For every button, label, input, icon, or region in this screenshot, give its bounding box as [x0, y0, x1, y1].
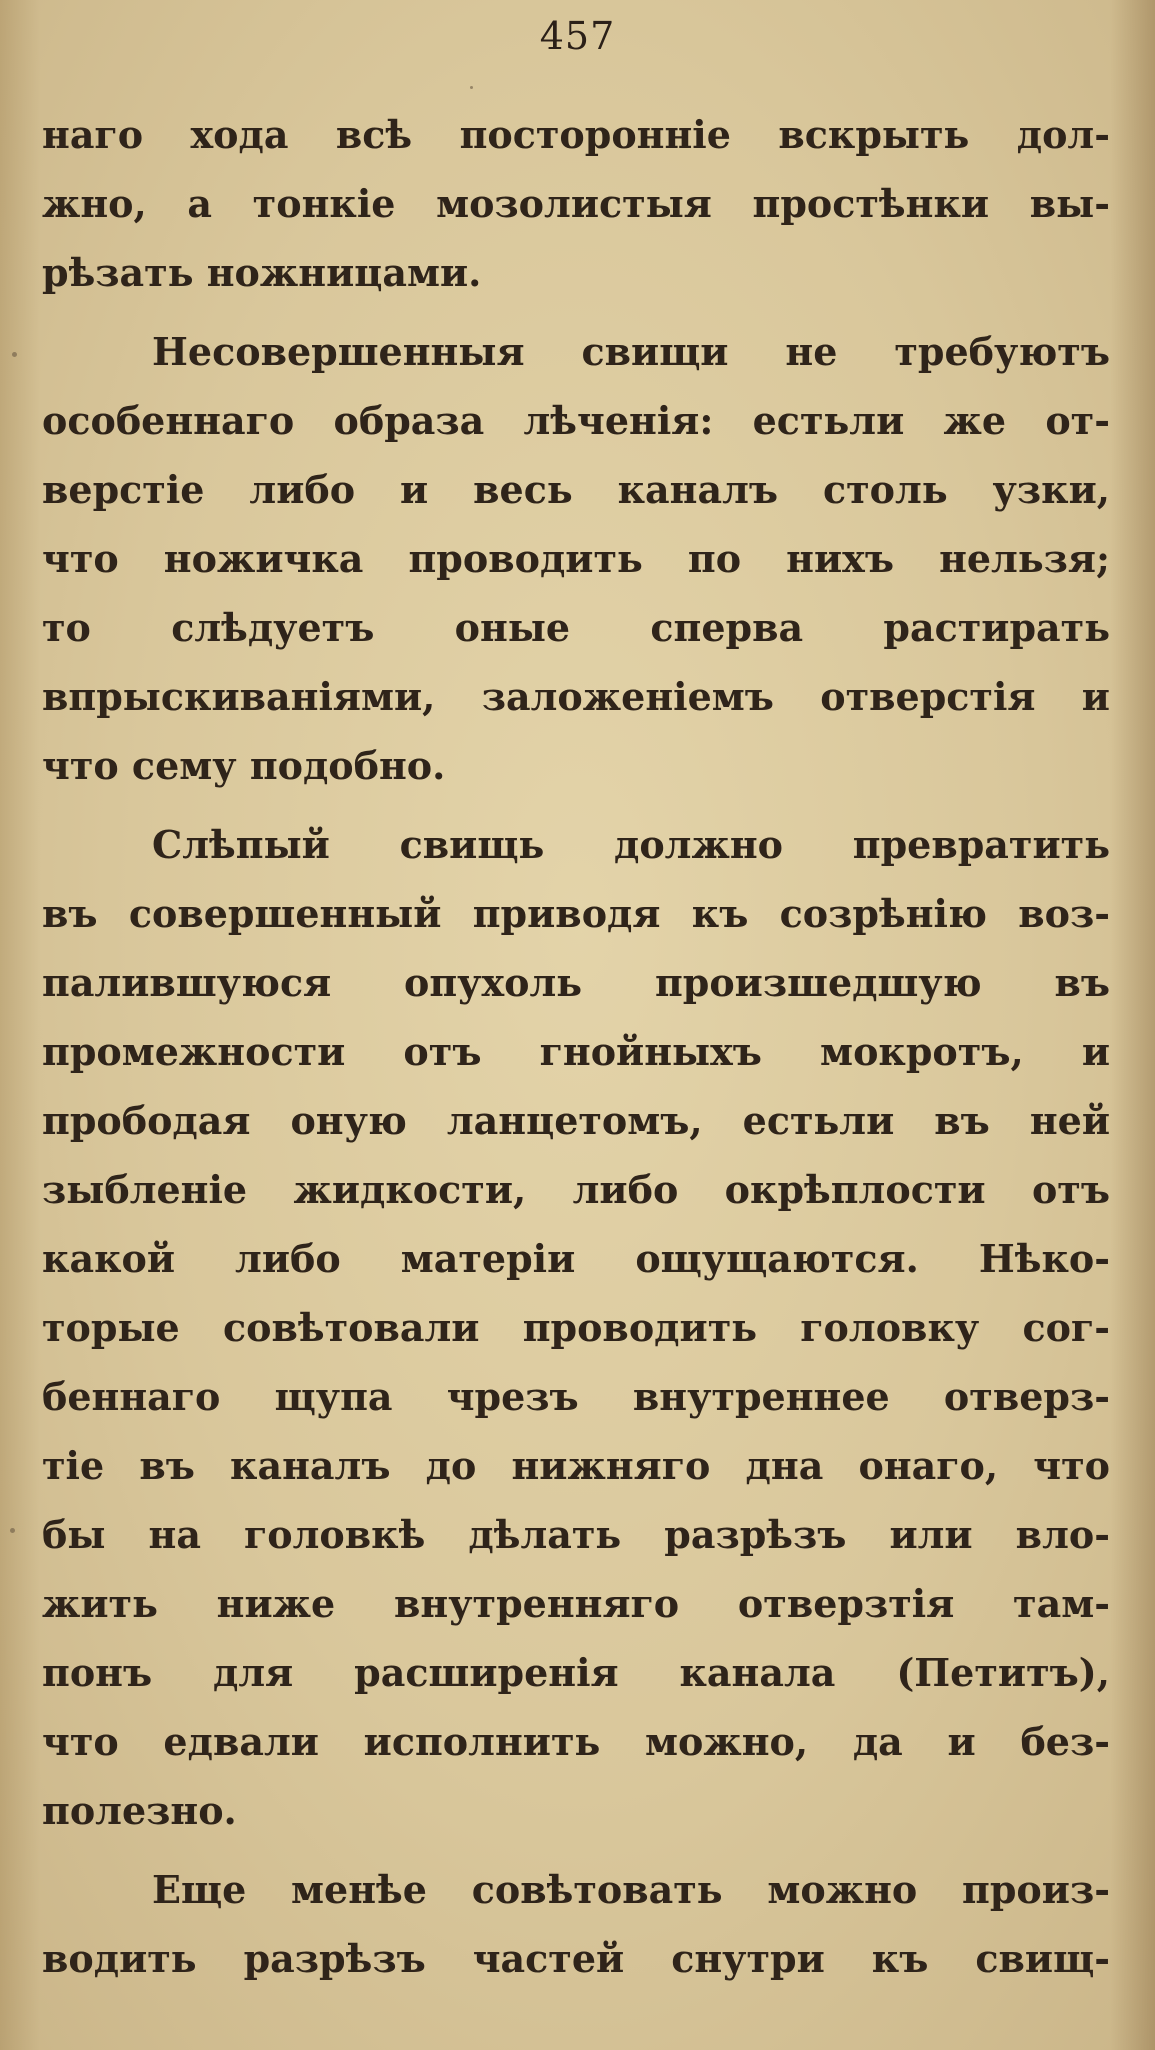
text-line: тіе въ каналъ до нижняго дна онаго, что — [42, 1443, 1110, 1488]
text-line: бы на головкѣ дѣлать разрѣзъ или вло- — [42, 1512, 1110, 1557]
text-line: рѣзать ножницами. — [42, 250, 482, 295]
paragraph-3 — [42, 810, 1110, 1845]
body-text — [42, 100, 1110, 1993]
text-line: торые совѣтовали проводить головку сог- — [42, 1305, 1110, 1350]
text-line: жно, а тонкіе мозолистыя простѣнки вы- — [42, 181, 1110, 226]
text-line: впрыскиваніями, заложеніемъ отверстія и — [42, 674, 1110, 719]
text-line: что едвали исполнить можно, да и без- — [42, 1719, 1110, 1764]
text-line: промежности отъ гнойныхъ мокротъ, и — [42, 1029, 1110, 1074]
paragraph-2 — [42, 317, 1110, 800]
text-line: полезно. — [42, 1788, 237, 1833]
text-line: жить ниже внутренняго отверзтія там- — [42, 1581, 1110, 1626]
text-line: водить разрѣзъ частей снутри къ свищ- — [42, 1936, 1110, 1981]
text-line: то слѣдуетъ оные сперва растирать — [42, 605, 1110, 650]
text-line: верстіе либо и весь каналъ столь узки, — [42, 467, 1110, 512]
text-line: особеннаго образа лѣченія: естьли же от- — [42, 398, 1110, 443]
paragraph-4 — [42, 1855, 1110, 1993]
text-line: Еще менѣе совѣтовать можно произ- — [152, 1867, 1110, 1912]
paragraph-1 — [42, 100, 1110, 307]
paper-speck — [470, 86, 473, 89]
text-line: что сему подобно. — [42, 743, 446, 788]
text-line: палившуюся опухоль произшедшую въ — [42, 960, 1110, 1005]
text-line: въ совершенный приводя къ созрѣнію воз- — [42, 891, 1110, 936]
text-line: зыбленіе жидкости, либо окрѣплости отъ — [42, 1167, 1110, 1212]
text-line: прободая оную ланцетомъ, естьли въ ней — [42, 1098, 1110, 1143]
page-number: 457 — [539, 14, 616, 58]
text-line: беннаго щупа чрезъ внутреннее отверз- — [42, 1374, 1110, 1419]
paper-speck — [10, 1528, 15, 1533]
text-line: наго хода всѣ посторонніе вскрыть дол- — [42, 112, 1110, 157]
text-line: что ножичка проводить по нихъ нельзя; — [42, 536, 1110, 581]
text-line: понъ для расширенія канала (Петитъ), — [42, 1650, 1110, 1695]
text-line: Слѣпый свищь должно превратить — [152, 822, 1110, 867]
paper-speck — [12, 352, 17, 357]
text-line: какой либо матеріи ощущаются. Нѣко- — [42, 1236, 1110, 1281]
text-line: Несовершенныя свищи не требуютъ — [152, 329, 1110, 374]
